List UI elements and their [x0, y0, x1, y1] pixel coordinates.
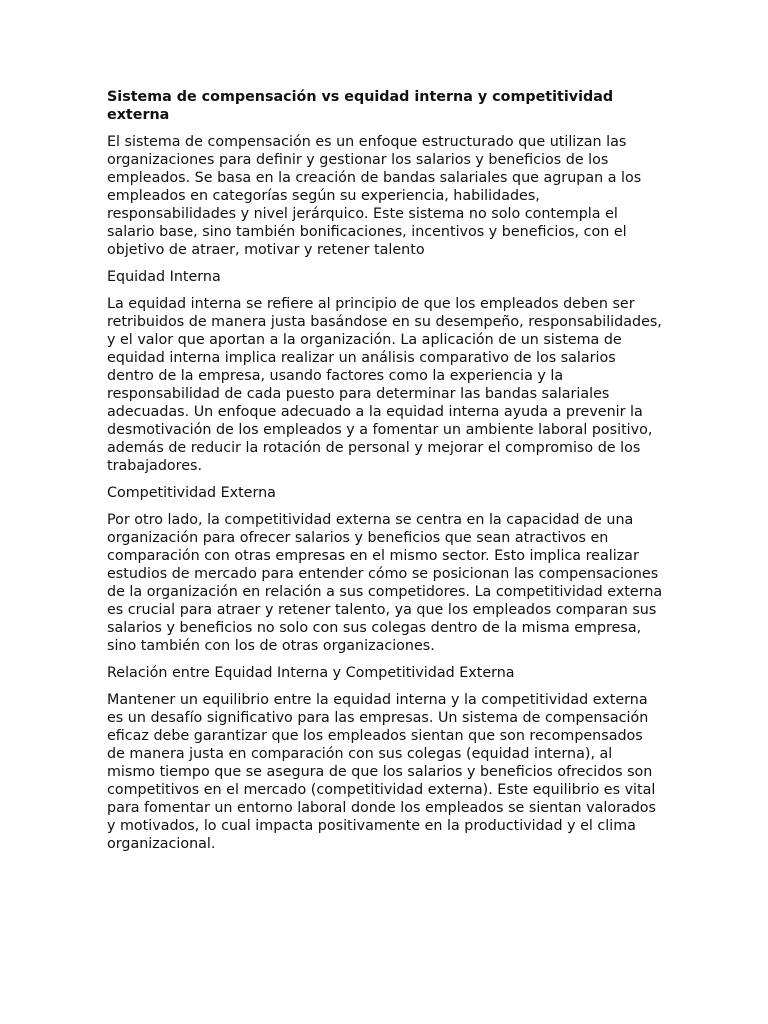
- section-body-competitividad-externa: Por otro lado, la competitividad externa se centra en la capacidad de una organización para ofrecer salarios y beneficios que sean atractivos en comparación con otras empresas en el mismo sector. Esto implica realizar estudios de mercado para entender cómo se posicionan las compensaciones de la organización en relación a sus competidores. La competitividad externa es crucial para atraer y retener talento, ya que los empleados comparan sus salarios y beneficios no solo con sus colegas dentro de la misma empresa, sino también con los de otras organizaciones.: [107, 512, 663, 654]
- section-heading-competitividad-externa: Competitividad Externa: [107, 485, 276, 501]
- intro-paragraph: El sistema de compensación es un enfoque estructurado que utilizan las organizaciones para definir y gestionar los salarios y beneficios de los empleados. Se basa en la creación de bandas salariales que agrupan a los empleados en categorías según su experiencia, habilidades, responsabilidades y nivel jerárquico. Este sistema no solo contempla el salario base, sino también bonificaciones, incentivos y beneficios, con el objetivo de atraer, motivar y retener talento: [107, 134, 642, 258]
- document-page: [107, 88, 663, 862]
- section-heading-equidad-interna: Equidad Interna: [107, 269, 221, 285]
- section-body-equidad-interna: La equidad interna se refiere al principio de que los empleados deben ser retribuidos de manera justa basándose en su desempeño, responsabilidades, y el valor que aportan a la organización. La aplicación de un sistema de equidad interna implica realizar un análisis comparativo de los salarios dentro de la empresa, usando factores como la experiencia y la responsabilidad de cada puesto para determinar las bandas salariales adecuadas. Un enfoque adecuado a la equidad interna ayuda a prevenir la desmotivación de los empleados y a fomentar un ambiente laboral positivo, además de reducir la rotación de personal y mejorar el compromiso de los trabajadores.: [107, 296, 662, 474]
- section-heading-relacion: Relación entre Equidad Interna y Competitividad Externa: [107, 665, 515, 681]
- section-body-relacion: Mantener un equilibrio entre la equidad interna y la competitividad externa es un desafío significativo para las empresas. Un sistema de compensación eficaz debe garantizar que los empleados sientan que son recompensados de manera justa en comparación con sus colegas (equidad interna), al mismo tiempo que se asegura de que los salarios y beneficios ofrecidos son competitivos en el mercado (competitividad externa). Este equilibrio es vital para fomentar un entorno laboral donde los empleados se sientan valorados y motivados, lo cual impacta positivamente en la productividad y el clima organizacional.: [107, 692, 656, 852]
- document-title: Sistema de compensación vs equidad interna y competitividad externa: [107, 89, 614, 123]
